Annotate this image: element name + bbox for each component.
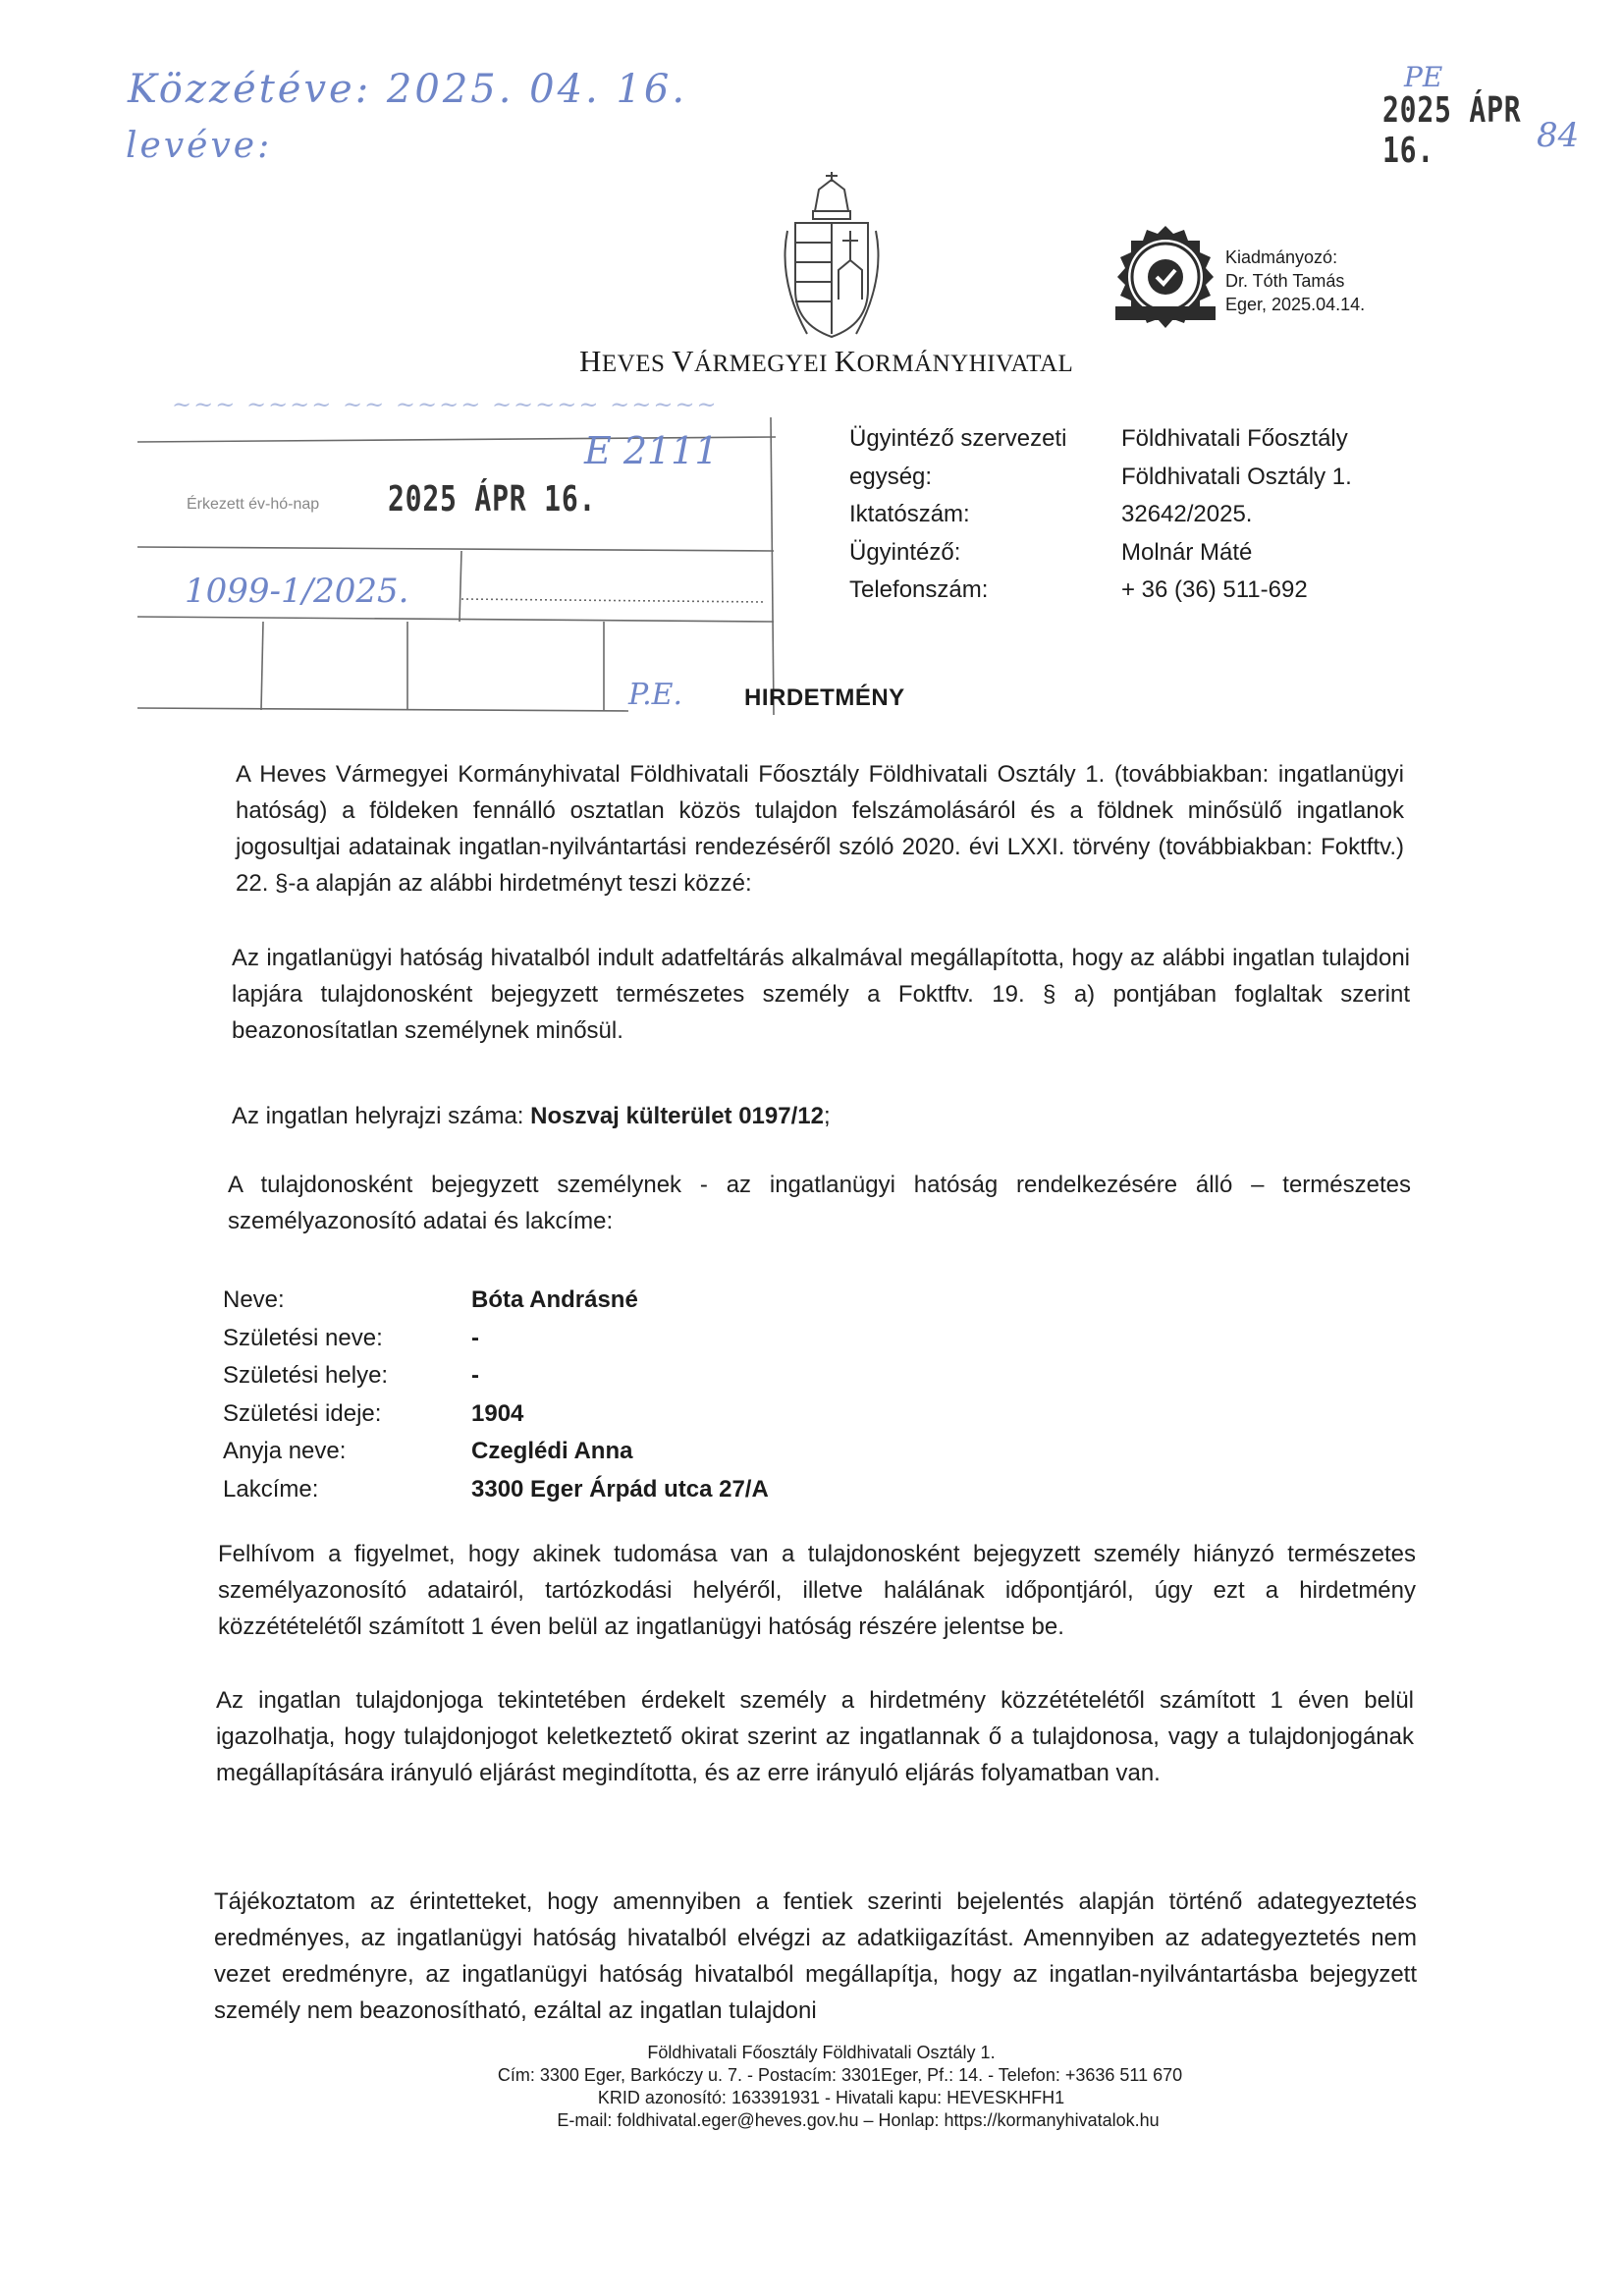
info-row [849, 496, 1352, 534]
footer-contact: E-mail: foldhivatal.eger@heves.gov.hu – Honlap: https://kormanyhivatalok.hu [557, 2110, 1160, 2130]
owner-row [223, 1433, 769, 1471]
received-stamp-number: 84 [1537, 116, 1580, 155]
owner-row [223, 1357, 769, 1395]
signer-place-date: Eger, 2025.04.14. [1225, 295, 1366, 314]
case-info-block [849, 420, 1352, 610]
info-row [849, 534, 1352, 573]
handwritten-removed-note: levéve: [126, 126, 273, 166]
registry-file-number: 1099-1/2025. [185, 572, 409, 611]
signer-block [1225, 246, 1365, 316]
owner-value: 1904 [471, 1399, 524, 1427]
info-label: Telefonszám: [849, 576, 989, 603]
info-row [849, 420, 1352, 459]
owner-label: Lakcíme: [223, 1475, 319, 1503]
info-label: Ügyintéző: [849, 538, 961, 566]
info-row [849, 459, 1352, 497]
owner-value: - [471, 1362, 479, 1389]
paragraph-ownership-proof: Az ingatlan tulajdonjoga tekintetében érdekelt személy a hirdetmény közzétételétől számított 1 éven belül igazolhatja, hogy tulajdonjogot keletkeztető okirat szerint az ingatlannak ő a tulajdonosa, vagy a tulajdonjogának megállapítására irányuló eljárást megindította, és az erre irányuló eljárás folyamatban van. [216, 1687, 1414, 1786]
paragraph-notice: Tájékoztatom az érintetteket, hogy amennyiben a fentiek szerinti bejelentés alapján történő adategyeztetés eredményes, az ingatlanügyi hatóság hivatalból elvégzi az adatkiigazítást. Amennyiben az adategyeztetés nem vezet eredményre, az ingatlanügyi hatóság hivatalból megállapítja, hogy az ingatlan-nyilvántartásba bejegyzett személy nem beazonosítható, ezáltal az ingatlan tulajdoni [214, 1888, 1417, 2024]
owner-row [223, 1395, 769, 1434]
parcel-number: Noszvaj külterület 0197/12 [530, 1103, 824, 1129]
owner-row [223, 1320, 769, 1358]
info-label: Iktatószám: [849, 501, 970, 527]
paragraph-owner-intro: A tulajdonosként bejegyzett személynek - az ingatlanügyi hatóság rendelkezésére álló – természetes személyazonosító adatai és lakcíme: [228, 1172, 1411, 1234]
registry-code: E 2111 [584, 429, 719, 472]
parcel-label: Az ingatlan helyrajzi száma: [232, 1103, 531, 1129]
parcel-suffix: ; [823, 1103, 831, 1129]
paragraph-parcel [232, 1098, 1410, 1134]
owner-value: Bóta Andrásné [471, 1286, 638, 1313]
info-value: Molnár Máté [1121, 538, 1253, 566]
footer-krid: KRID azonosító: 163391931 - Hivatali kapu: HEVESKHFH1 [597, 2088, 1065, 2107]
info-value: + 36 (36) 511-692 [1121, 576, 1308, 603]
owner-row [223, 1282, 769, 1320]
paragraph-intro: A Heves Vármegyei Kormányhivatal Földhivatali Főosztály Földhivatali Osztály 1. (továbbiakban: ingatlanügyi hatóság) a földeken fennálló osztatlan közös tulajdon felszámolásáról és a földnek minősülő ingatlanok jogosultjai adatainak ingatlan-nyilvántartási rendezéséről szóló 2020. évi LXXI. törvény (továbbiakban: Foktftv.) 22. §-a alapján az alábbi hirdetményt teszi közzé: [236, 761, 1404, 897]
government-seal-icon [1108, 224, 1223, 340]
info-value: Földhivatali Főosztály [1121, 425, 1348, 452]
owner-value: 3300 Eger Árpád utca 27/A [471, 1475, 769, 1503]
owner-label: Születési helye: [223, 1362, 389, 1389]
document-title: HIRDETMÉNY [744, 684, 905, 711]
agency-name: HEVES VÁRMEGYEI KORMÁNYHIVATAL [579, 344, 1074, 378]
info-value: 32642/2025. [1121, 501, 1253, 527]
received-stamp-date: 2025 ÁPR 16. [1382, 90, 1522, 171]
registry-date: 2025 ÁPR 16. [388, 479, 597, 519]
info-label: Ügyintéző szervezeti [849, 425, 1067, 452]
owner-value: Czeglédi Anna [471, 1438, 633, 1464]
page-footer [0, 2042, 1623, 2132]
owner-label: Anyja neve: [223, 1438, 347, 1464]
info-label: egység: [849, 463, 933, 490]
owner-label: Születési neve: [223, 1324, 383, 1351]
paragraph-finding: Az ingatlanügyi hatóság hivatalból indult adatfeltárás alkalmával megállapította, hogy az alábbi ingatlan tulajdoni lapjára tulajdonosként bejegyzett természetes személy a Foktftv. 19. § a) pontjában foglaltak szerint beazonosítatlan személynek minősül. [232, 945, 1410, 1044]
owner-value: - [471, 1324, 479, 1351]
registry-initials: P.E. [628, 678, 683, 712]
owner-label: Neve: [223, 1286, 285, 1313]
handwritten-published-note: Közzétéve: 2025. 04. 16. [128, 67, 688, 112]
signer-name: Dr. Tóth Tamás [1225, 271, 1345, 291]
owner-data-block [223, 1282, 769, 1508]
registry-stamp-signature: ~~~ ~~~~ ~~ ~~~~ ~~~~~ ~~~~~ [172, 391, 719, 418]
footer-address: Cím: 3300 Eger, Barkóczy u. 7. - Postacím: 3301Eger, Pf.: 14. - Telefon: +3636 511 670 [497, 2065, 1183, 2085]
paragraph-call-for-information: Felhívom a figyelmet, hogy akinek tudomása van a tulajdonosként bejegyzett személy hiányzó természetes személyazonosító adatairól, tartózkodási helyéről, illetve halálának időpontjáról, úgy ezt a hirdetmény közzétételétől számított 1 éven belül az ingatlanügyi hatóság részére jelentse be. [218, 1541, 1416, 1640]
owner-row [223, 1471, 769, 1509]
signer-label: Kiadmányozó: [1225, 247, 1338, 267]
info-row [849, 572, 1352, 610]
registry-arrived-label: Érkezett év-hó-nap [187, 496, 320, 513]
info-value: Földhivatali Osztály 1. [1121, 463, 1352, 490]
coat-of-arms-icon [778, 172, 886, 344]
owner-label: Születési ideje: [223, 1399, 382, 1427]
received-stamp-initials: PE [1404, 61, 1443, 93]
footer-department: Földhivatali Főosztály Földhivatali Osztály 1. [647, 2043, 996, 2062]
